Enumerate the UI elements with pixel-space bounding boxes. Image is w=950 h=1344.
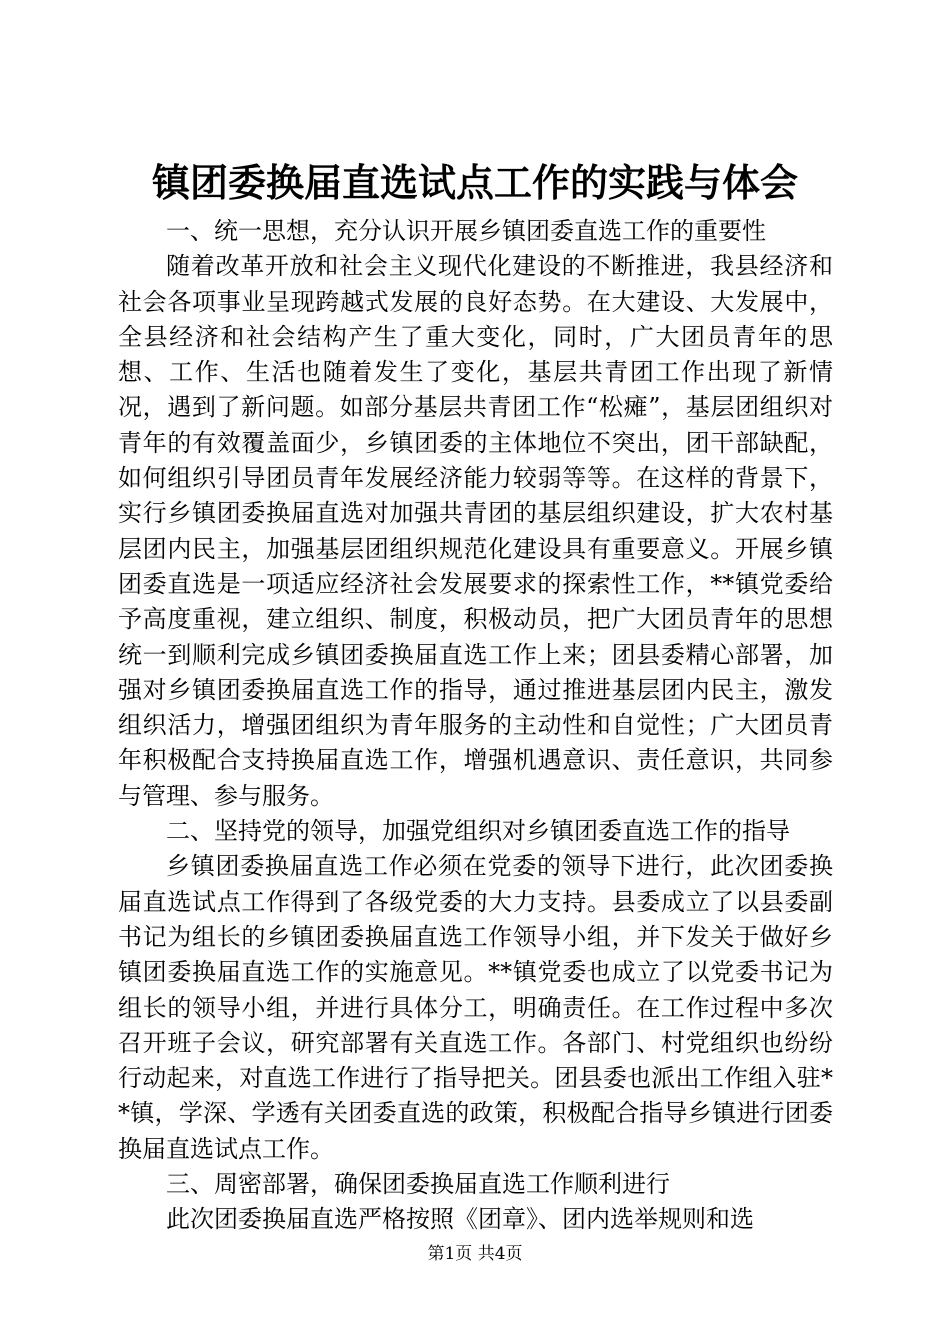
document-title: 镇团委换届直选试点工作的实践与体会: [151, 160, 798, 205]
page-indicator: 第1页 共4页: [427, 1244, 523, 1264]
body-paragraph-3: 此次团委换届直选严格按照《团章》、团内选举规则和选: [166, 1205, 754, 1234]
body-paragraph-1: 随着改革开放和社会主义现代化建设的不断推进，我县经济和社会各项事业呈现跨越式发展的良好态势。在大建设、大发展中，全县经济和社会结构产生了重大变化，同时，广大团员青年的思想、工作、生活也随着发生了变化，基层共青团工作出现了新情况，遇到了新问题。如部分基层共青团工作“松瘫”，基层团组织对青年的有效覆盖面少，乡镇团委的主体地位不突出，团干部缺配，如何组织引导团员青年发展经济能力较弱等等。在这样的背景下，实行乡镇团委换届直选对加强共青团的基层组织建设，扩大农村基层团内民主，加强基层团组织规范化建设具有重要意义。开展乡镇团委直选是一项适应经济社会发展要求的探索性工作，**镇党委给予高度重视，建立组织、制度，积极动员，把广大团员青年的思想统一到顺利完成乡镇团委换届直选工作上来；团县委精心部署，加强对乡镇团委换届直选工作的指导，通过推进基层团内民主，激发组织活力，增强团组织为青年服务的主动性和自觉性；广大团员青年积极配合支持换届直选工作，增强机遇意识、责任意识，共同参与管理、参与服务。: [118, 252, 833, 810]
body-paragraph-2: 乡镇团委换届直选工作必须在党委的领导下进行，此次团委换届直选试点工作得到了各级党委的大力支持。县委成立了以县委副书记为组长的乡镇团委换届直选工作领导小组，并下发关于做好乡镇团委换届直选工作的实施意见。**镇党委也成立了以党委书记为组长的领导小组，并进行具体分工，明确责任。在工作过程中多次召开班子会议，研究部署有关直选工作。各部门、村党组织也纷纷行动起来，对直选工作进行了指导把关。团县委也派出工作组入驻**镇，学深、学透有关团委直选的政策，积极配合指导乡镇进行团委换届直选试点工作。: [118, 852, 833, 1163]
document-body: [118, 214, 833, 1234]
section-heading-3: 三、周密部署，确保团委换届直选工作顺利进行: [166, 1170, 670, 1199]
section-heading-1: 一、统一思想，充分认识开展乡镇团委直选工作的重要性: [166, 217, 766, 245]
section-heading-2: 二、坚持党的领导，加强党组织对乡镇团委直选工作的指导: [166, 817, 790, 846]
